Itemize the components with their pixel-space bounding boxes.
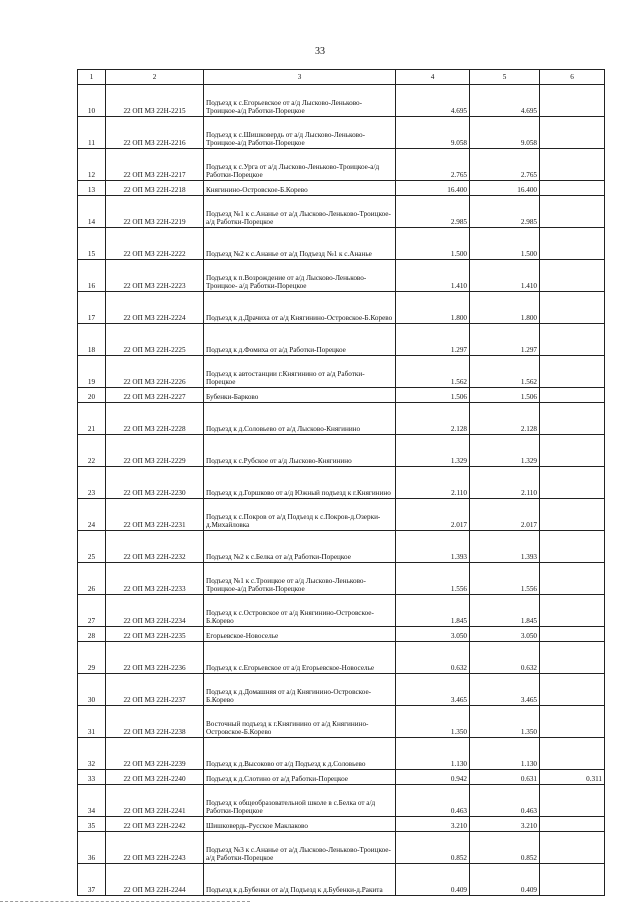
road-name-cell: Подъезд №2 к с.Белка от а/д Работки-Порецкое — [204, 531, 396, 563]
row-number-cell: 14 — [78, 196, 106, 228]
road-name-cell: Подъезд к с.Егорьевское от а/д Лысково-Леньково-Троицкое-а/д Работки-Порецкое — [204, 85, 396, 117]
road-name-cell: Подъезд к с.Островское от а/д Княгинино-Островское-Б.Корево — [204, 595, 396, 627]
total-length-cell: 0.852 — [396, 832, 470, 864]
row-number-cell: 31 — [78, 706, 106, 738]
table-row — [78, 642, 605, 674]
row-number-cell: 15 — [78, 228, 106, 260]
table-header-row — [78, 70, 605, 85]
road-code-cell: 22 ОП МЗ 22Н-2227 — [106, 388, 204, 403]
row-number-cell: 36 — [78, 832, 106, 864]
row-number-cell: 12 — [78, 149, 106, 181]
total-length-cell: 2.985 — [396, 196, 470, 228]
total-length-cell: 1.393 — [396, 531, 470, 563]
row-number-cell: 13 — [78, 181, 106, 196]
local-length-cell — [540, 117, 605, 149]
regional-length-cell: 4.695 — [470, 85, 540, 117]
road-name-cell: Подъезд к с.Егорьевское от а/д Егорьевское-Новоселье — [204, 642, 396, 674]
road-code-cell: 22 ОП МЗ 22Н-2218 — [106, 181, 204, 196]
local-length-cell — [540, 832, 605, 864]
road-name-cell: Подъезд к д.Бубенки от а/д Подъезд к д.Бубенки-д.Ракита — [204, 864, 396, 896]
table-row — [78, 260, 605, 292]
regional-length-cell: 2.110 — [470, 467, 540, 499]
row-number-cell: 37 — [78, 864, 106, 896]
road-code-cell: 22 ОП МЗ 22Н-2243 — [106, 832, 204, 864]
total-length-cell: 1.130 — [396, 738, 470, 770]
row-number-cell: 26 — [78, 563, 106, 595]
footer-divider — [0, 901, 250, 902]
local-length-cell — [540, 356, 605, 388]
local-length-cell — [540, 706, 605, 738]
total-length-cell: 1.845 — [396, 595, 470, 627]
table-row — [78, 674, 605, 706]
road-code-cell: 22 ОП МЗ 22Н-2234 — [106, 595, 204, 627]
table-row — [78, 149, 605, 181]
road-code-cell: 22 ОП МЗ 22Н-2222 — [106, 228, 204, 260]
local-length-cell — [540, 531, 605, 563]
local-length-cell — [540, 181, 605, 196]
column-header: 1 — [78, 70, 106, 85]
row-number-cell: 10 — [78, 85, 106, 117]
local-length-cell — [540, 324, 605, 356]
road-name-cell: Подъезд к д.Горшково от а/д Южный подъезд к г.Княгинино — [204, 467, 396, 499]
column-header: 3 — [204, 70, 396, 85]
road-code-cell: 22 ОП МЗ 22Н-2223 — [106, 260, 204, 292]
road-name-cell: Подъезд к д.Домашняя от а/д Княгинино-Островское-Б.Корево — [204, 674, 396, 706]
row-number-cell: 30 — [78, 674, 106, 706]
regional-length-cell: 2.017 — [470, 499, 540, 531]
table-row — [78, 499, 605, 531]
road-name-cell: Подъезд к д.Драчиха от а/д Княгинино-Островское-Б.Корево — [204, 292, 396, 324]
regional-length-cell: 3.210 — [470, 817, 540, 832]
row-number-cell: 28 — [78, 627, 106, 642]
regional-length-cell: 0.632 — [470, 642, 540, 674]
row-number-cell: 24 — [78, 499, 106, 531]
table-row — [78, 832, 605, 864]
regional-length-cell: 1.500 — [470, 228, 540, 260]
regional-length-cell: 1.845 — [470, 595, 540, 627]
regional-length-cell: 1.350 — [470, 706, 540, 738]
road-name-cell: Подъезд №1 к с.Троицкое от а/д Лысково-Леньково-Троицкое-а/д Работки-Порецкое — [204, 563, 396, 595]
local-length-cell — [540, 292, 605, 324]
row-number-cell: 18 — [78, 324, 106, 356]
road-name-cell: Егорьевское-Новоселье — [204, 627, 396, 642]
road-name-cell: Восточный подъезд к г.Княгинино от а/д Княгинино-Островское-Б.Корево — [204, 706, 396, 738]
table-row — [78, 435, 605, 467]
local-length-cell — [540, 196, 605, 228]
column-header: 2 — [106, 70, 204, 85]
table-row — [78, 864, 605, 896]
total-length-cell: 1.297 — [396, 324, 470, 356]
regional-length-cell: 1.297 — [470, 324, 540, 356]
local-length-cell — [540, 785, 605, 817]
row-number-cell: 16 — [78, 260, 106, 292]
table-row — [78, 706, 605, 738]
road-name-cell: Подъезд к с.Шишковердь от а/д Лысково-Леньково-Троицкое-а/д Работки-Порецкое — [204, 117, 396, 149]
total-length-cell: 1.562 — [396, 356, 470, 388]
total-length-cell: 1.350 — [396, 706, 470, 738]
row-number-cell: 11 — [78, 117, 106, 149]
local-length-cell — [540, 260, 605, 292]
road-name-cell: Подъезд к с.Рубское от а/д Лысково-Княгинино — [204, 435, 396, 467]
row-number-cell: 25 — [78, 531, 106, 563]
road-code-cell: 22 ОП МЗ 22Н-2219 — [106, 196, 204, 228]
local-length-cell — [540, 388, 605, 403]
total-length-cell: 2.128 — [396, 403, 470, 435]
total-length-cell: 1.506 — [396, 388, 470, 403]
local-length-cell — [540, 467, 605, 499]
road-code-cell: 22 ОП МЗ 22Н-2225 — [106, 324, 204, 356]
road-code-cell: 22 ОП МЗ 22Н-2235 — [106, 627, 204, 642]
roads-table — [77, 69, 605, 896]
row-number-cell: 33 — [78, 770, 106, 785]
road-name-cell: Подъезд к с.Покров от а/д Подъезд к с.Покров-д.Озерки-д.Михайловка — [204, 499, 396, 531]
total-length-cell: 2.110 — [396, 467, 470, 499]
total-length-cell: 0.942 — [396, 770, 470, 785]
column-header: 5 — [470, 70, 540, 85]
row-number-cell: 29 — [78, 642, 106, 674]
local-length-cell — [540, 738, 605, 770]
regional-length-cell: 0.409 — [470, 864, 540, 896]
regional-length-cell: 0.463 — [470, 785, 540, 817]
local-length-cell — [540, 499, 605, 531]
road-code-cell: 22 ОП МЗ 22Н-2241 — [106, 785, 204, 817]
local-length-cell — [540, 595, 605, 627]
total-length-cell: 0.463 — [396, 785, 470, 817]
road-name-cell: Подъезд к д.Фомиха от а/д Работки-Порецкое — [204, 324, 396, 356]
road-code-cell: 22 ОП МЗ 22Н-2244 — [106, 864, 204, 896]
table-row — [78, 467, 605, 499]
total-length-cell: 1.329 — [396, 435, 470, 467]
road-name-cell: Подъезд к д.Соловьево от а/д Лысково-Княгинино — [204, 403, 396, 435]
row-number-cell: 20 — [78, 388, 106, 403]
row-number-cell: 34 — [78, 785, 106, 817]
road-name-cell: Шишковердь-Русское Маклаково — [204, 817, 396, 832]
regional-length-cell: 1.130 — [470, 738, 540, 770]
road-name-cell: Подъезд к д.Слотино от а/д Работки-Порецкое — [204, 770, 396, 785]
regional-length-cell: 3.050 — [470, 627, 540, 642]
total-length-cell: 2.765 — [396, 149, 470, 181]
road-code-cell: 22 ОП МЗ 22Н-2215 — [106, 85, 204, 117]
local-length-cell — [540, 627, 605, 642]
local-length-cell — [540, 403, 605, 435]
road-name-cell: Бубенки-Барково — [204, 388, 396, 403]
regional-length-cell: 2.765 — [470, 149, 540, 181]
road-name-cell: Княгинино-Островское-Б.Корево — [204, 181, 396, 196]
regional-length-cell: 3.465 — [470, 674, 540, 706]
total-length-cell: 9.058 — [396, 117, 470, 149]
table-row — [78, 196, 605, 228]
regional-length-cell: 16.400 — [470, 181, 540, 196]
regional-length-cell: 1.800 — [470, 292, 540, 324]
local-length-cell — [540, 435, 605, 467]
page-number: 33 — [315, 46, 325, 57]
road-code-cell: 22 ОП МЗ 22Н-2224 — [106, 292, 204, 324]
table-row — [78, 770, 605, 785]
regional-length-cell: 1.329 — [470, 435, 540, 467]
table-row — [78, 785, 605, 817]
road-code-cell: 22 ОП МЗ 22Н-2232 — [106, 531, 204, 563]
total-length-cell: 4.695 — [396, 85, 470, 117]
row-number-cell: 21 — [78, 403, 106, 435]
total-length-cell: 16.400 — [396, 181, 470, 196]
road-code-cell: 22 ОП МЗ 22Н-2233 — [106, 563, 204, 595]
road-name-cell: Подъезд №2 к с.Ананье от а/д Подъезд №1 к с.Ананье — [204, 228, 396, 260]
road-name-cell: Подъезд к общеобразовательной школе в с.Белка от а/д Работки-Порецкое — [204, 785, 396, 817]
total-length-cell: 0.409 — [396, 864, 470, 896]
regional-length-cell: 1.506 — [470, 388, 540, 403]
row-number-cell: 22 — [78, 435, 106, 467]
table-row — [78, 738, 605, 770]
regional-length-cell: 1.410 — [470, 260, 540, 292]
road-code-cell: 22 ОП МЗ 22Н-2238 — [106, 706, 204, 738]
regional-length-cell: 1.562 — [470, 356, 540, 388]
local-length-cell — [540, 864, 605, 896]
road-code-cell: 22 ОП МЗ 22Н-2231 — [106, 499, 204, 531]
road-code-cell: 22 ОП МЗ 22Н-2226 — [106, 356, 204, 388]
local-length-cell — [540, 674, 605, 706]
regional-length-cell: 0.852 — [470, 832, 540, 864]
road-code-cell: 22 ОП МЗ 22Н-2228 — [106, 403, 204, 435]
total-length-cell: 2.017 — [396, 499, 470, 531]
total-length-cell: 1.500 — [396, 228, 470, 260]
total-length-cell: 1.800 — [396, 292, 470, 324]
table-row — [78, 403, 605, 435]
row-number-cell: 27 — [78, 595, 106, 627]
table-row — [78, 388, 605, 403]
table-row — [78, 228, 605, 260]
table-row — [78, 85, 605, 117]
road-code-cell: 22 ОП МЗ 22Н-2236 — [106, 642, 204, 674]
column-header: 4 — [396, 70, 470, 85]
road-code-cell: 22 ОП МЗ 22Н-2240 — [106, 770, 204, 785]
local-length-cell — [540, 817, 605, 832]
local-length-cell: 0.311 — [540, 770, 605, 785]
table-row — [78, 563, 605, 595]
table-body — [78, 85, 605, 896]
local-length-cell — [540, 85, 605, 117]
total-length-cell: 3.210 — [396, 817, 470, 832]
regional-length-cell: 2.985 — [470, 196, 540, 228]
total-length-cell: 3.465 — [396, 674, 470, 706]
regional-length-cell: 9.058 — [470, 117, 540, 149]
table-row — [78, 292, 605, 324]
road-name-cell: Подъезд к п.Возрождение от а/д Лысково-Леньково-Троицкое- а/д Работки-Порецкое — [204, 260, 396, 292]
road-name-cell: Подъезд к автостанции г.Княгинино от а/д Работки-Порецкое — [204, 356, 396, 388]
table-row — [78, 817, 605, 832]
table-row — [78, 627, 605, 642]
local-length-cell — [540, 563, 605, 595]
table-row — [78, 531, 605, 563]
road-name-cell: Подъезд №1 к с.Ананье от а/д Лысково-Леньково-Троицкое- а/д Работки-Порецкое — [204, 196, 396, 228]
table-row — [78, 181, 605, 196]
row-number-cell: 35 — [78, 817, 106, 832]
road-code-cell: 22 ОП МЗ 22Н-2237 — [106, 674, 204, 706]
total-length-cell: 0.632 — [396, 642, 470, 674]
total-length-cell: 3.050 — [396, 627, 470, 642]
column-header: 6 — [540, 70, 605, 85]
table-row — [78, 117, 605, 149]
row-number-cell: 32 — [78, 738, 106, 770]
road-code-cell: 22 ОП МЗ 22Н-2242 — [106, 817, 204, 832]
road-name-cell: Подъезд к с.Урга от а/д Лысково-Леньково-Троицкое-а/д Работки-Порецкое — [204, 149, 396, 181]
table-row — [78, 324, 605, 356]
row-number-cell: 19 — [78, 356, 106, 388]
table-row — [78, 595, 605, 627]
road-code-cell: 22 ОП МЗ 22Н-2239 — [106, 738, 204, 770]
total-length-cell: 1.410 — [396, 260, 470, 292]
regional-length-cell: 1.556 — [470, 563, 540, 595]
regional-length-cell: 1.393 — [470, 531, 540, 563]
local-length-cell — [540, 228, 605, 260]
road-code-cell: 22 ОП МЗ 22Н-2229 — [106, 435, 204, 467]
local-length-cell — [540, 149, 605, 181]
road-name-cell: Подъезд к д.Высоково от а/д Подъезд к д.Соловьево — [204, 738, 396, 770]
regional-length-cell: 2.128 — [470, 403, 540, 435]
row-number-cell: 23 — [78, 467, 106, 499]
road-name-cell: Подъезд №3 к с.Ананье от а/д Лысково-Леньково-Троицкое- а/д Работки-Порецкое — [204, 832, 396, 864]
road-code-cell: 22 ОП МЗ 22Н-2216 — [106, 117, 204, 149]
road-code-cell: 22 ОП МЗ 22Н-2217 — [106, 149, 204, 181]
table-row — [78, 356, 605, 388]
road-code-cell: 22 ОП МЗ 22Н-2230 — [106, 467, 204, 499]
regional-length-cell: 0.631 — [470, 770, 540, 785]
local-length-cell — [540, 642, 605, 674]
row-number-cell: 17 — [78, 292, 106, 324]
total-length-cell: 1.556 — [396, 563, 470, 595]
